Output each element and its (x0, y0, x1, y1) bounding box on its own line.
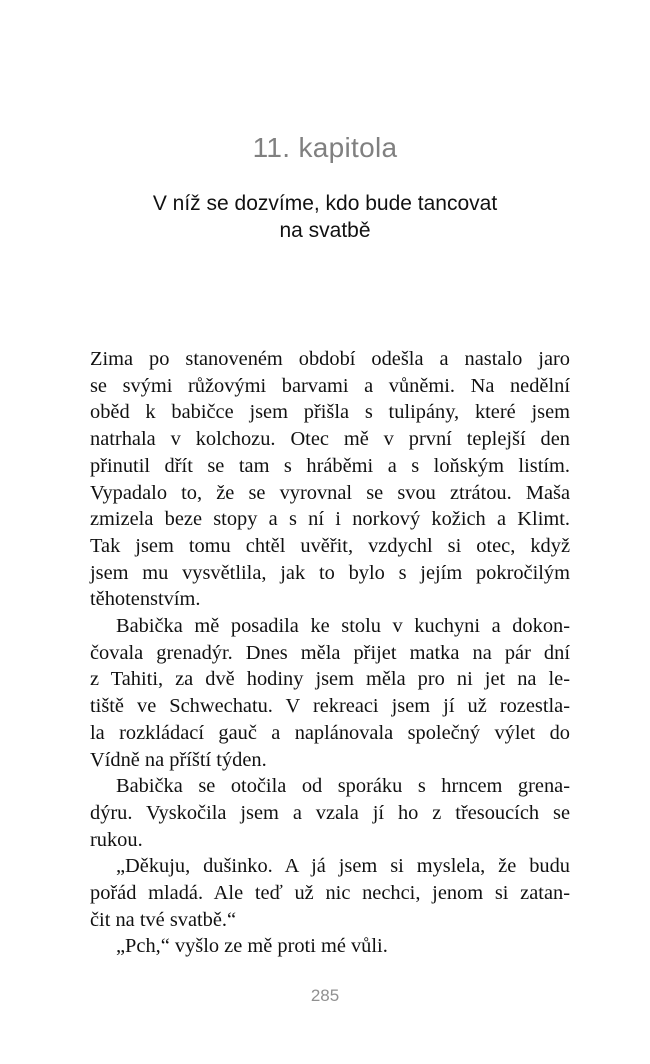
text-line: pořád mladá. Ale teď už nic nechci, jenom si zatan- (90, 882, 570, 905)
text-line: se svými růžovými barvami a vůněmi. Na nedělní (90, 374, 570, 397)
text-line: zmizela beze stopy a s ní i norkový kožich a Klimt. (90, 508, 570, 531)
text-line: rukou. (90, 828, 143, 851)
text-line: dýru. Vyskočila jsem a vzala jí ho z třesoucích se (90, 801, 570, 824)
page-number: 285 (310, 986, 340, 1005)
text-line: těhotenstvím. (90, 588, 201, 611)
text-line: la rozkládací gauč a naplánovala společný výlet do (90, 721, 570, 744)
text-line: přinutil dřít se tam s hráběmi a s loňským listím. (90, 454, 570, 477)
text-line: oběd k babičce jsem přišla s tulipány, které jsem (90, 401, 570, 424)
text-line: čovala grenadýr. Dnes měla přijet matka na pár dní (90, 641, 570, 664)
text-line: tiště ve Schwechatu. V rekreaci jsem jí už rozestla- (90, 695, 570, 718)
text-line: „Pch,“ vyšlo ze mě proti mé vůli. (116, 935, 388, 958)
text-line: Vypadalo to, že se vyrovnal se svou ztrátou. Maša (90, 481, 570, 504)
body-text (90, 346, 570, 960)
chapter-title-line: V níž se dozvíme, kdo bude tancovat (152, 192, 498, 215)
text-line: jsem mu vysvětlila, jak to bylo s jejím pokročilým (90, 561, 570, 584)
text-line: Babička se otočila od sporáku s hrncem grena- (116, 775, 570, 798)
text-line: z Tahiti, za dvě hodiny jsem měla pro ni jet na le- (90, 668, 570, 691)
text-line: Vídně na příští týden. (90, 748, 267, 771)
text-line: čit na tvé svatbě.“ (90, 908, 237, 931)
text-line: „Děkuju, dušinko. A já jsem si myslela, že budu (116, 855, 570, 878)
text-line: Zima po stanoveném období odešla a nastalo jaro (90, 348, 570, 370)
chapter-title (0, 190, 650, 244)
chapter-number: 11. kapitola (252, 132, 398, 163)
chapter-title-line: na svatbě (279, 219, 371, 242)
text-line: Tak jsem tomu chtěl uvěřit, vzdychl si otec, když (90, 534, 570, 557)
text-line: natrhala v kolchozu. Otec mě v první teplejší den (90, 428, 570, 451)
text-line: Babička mě posadila ke stolu v kuchyni a dokon- (116, 615, 570, 638)
